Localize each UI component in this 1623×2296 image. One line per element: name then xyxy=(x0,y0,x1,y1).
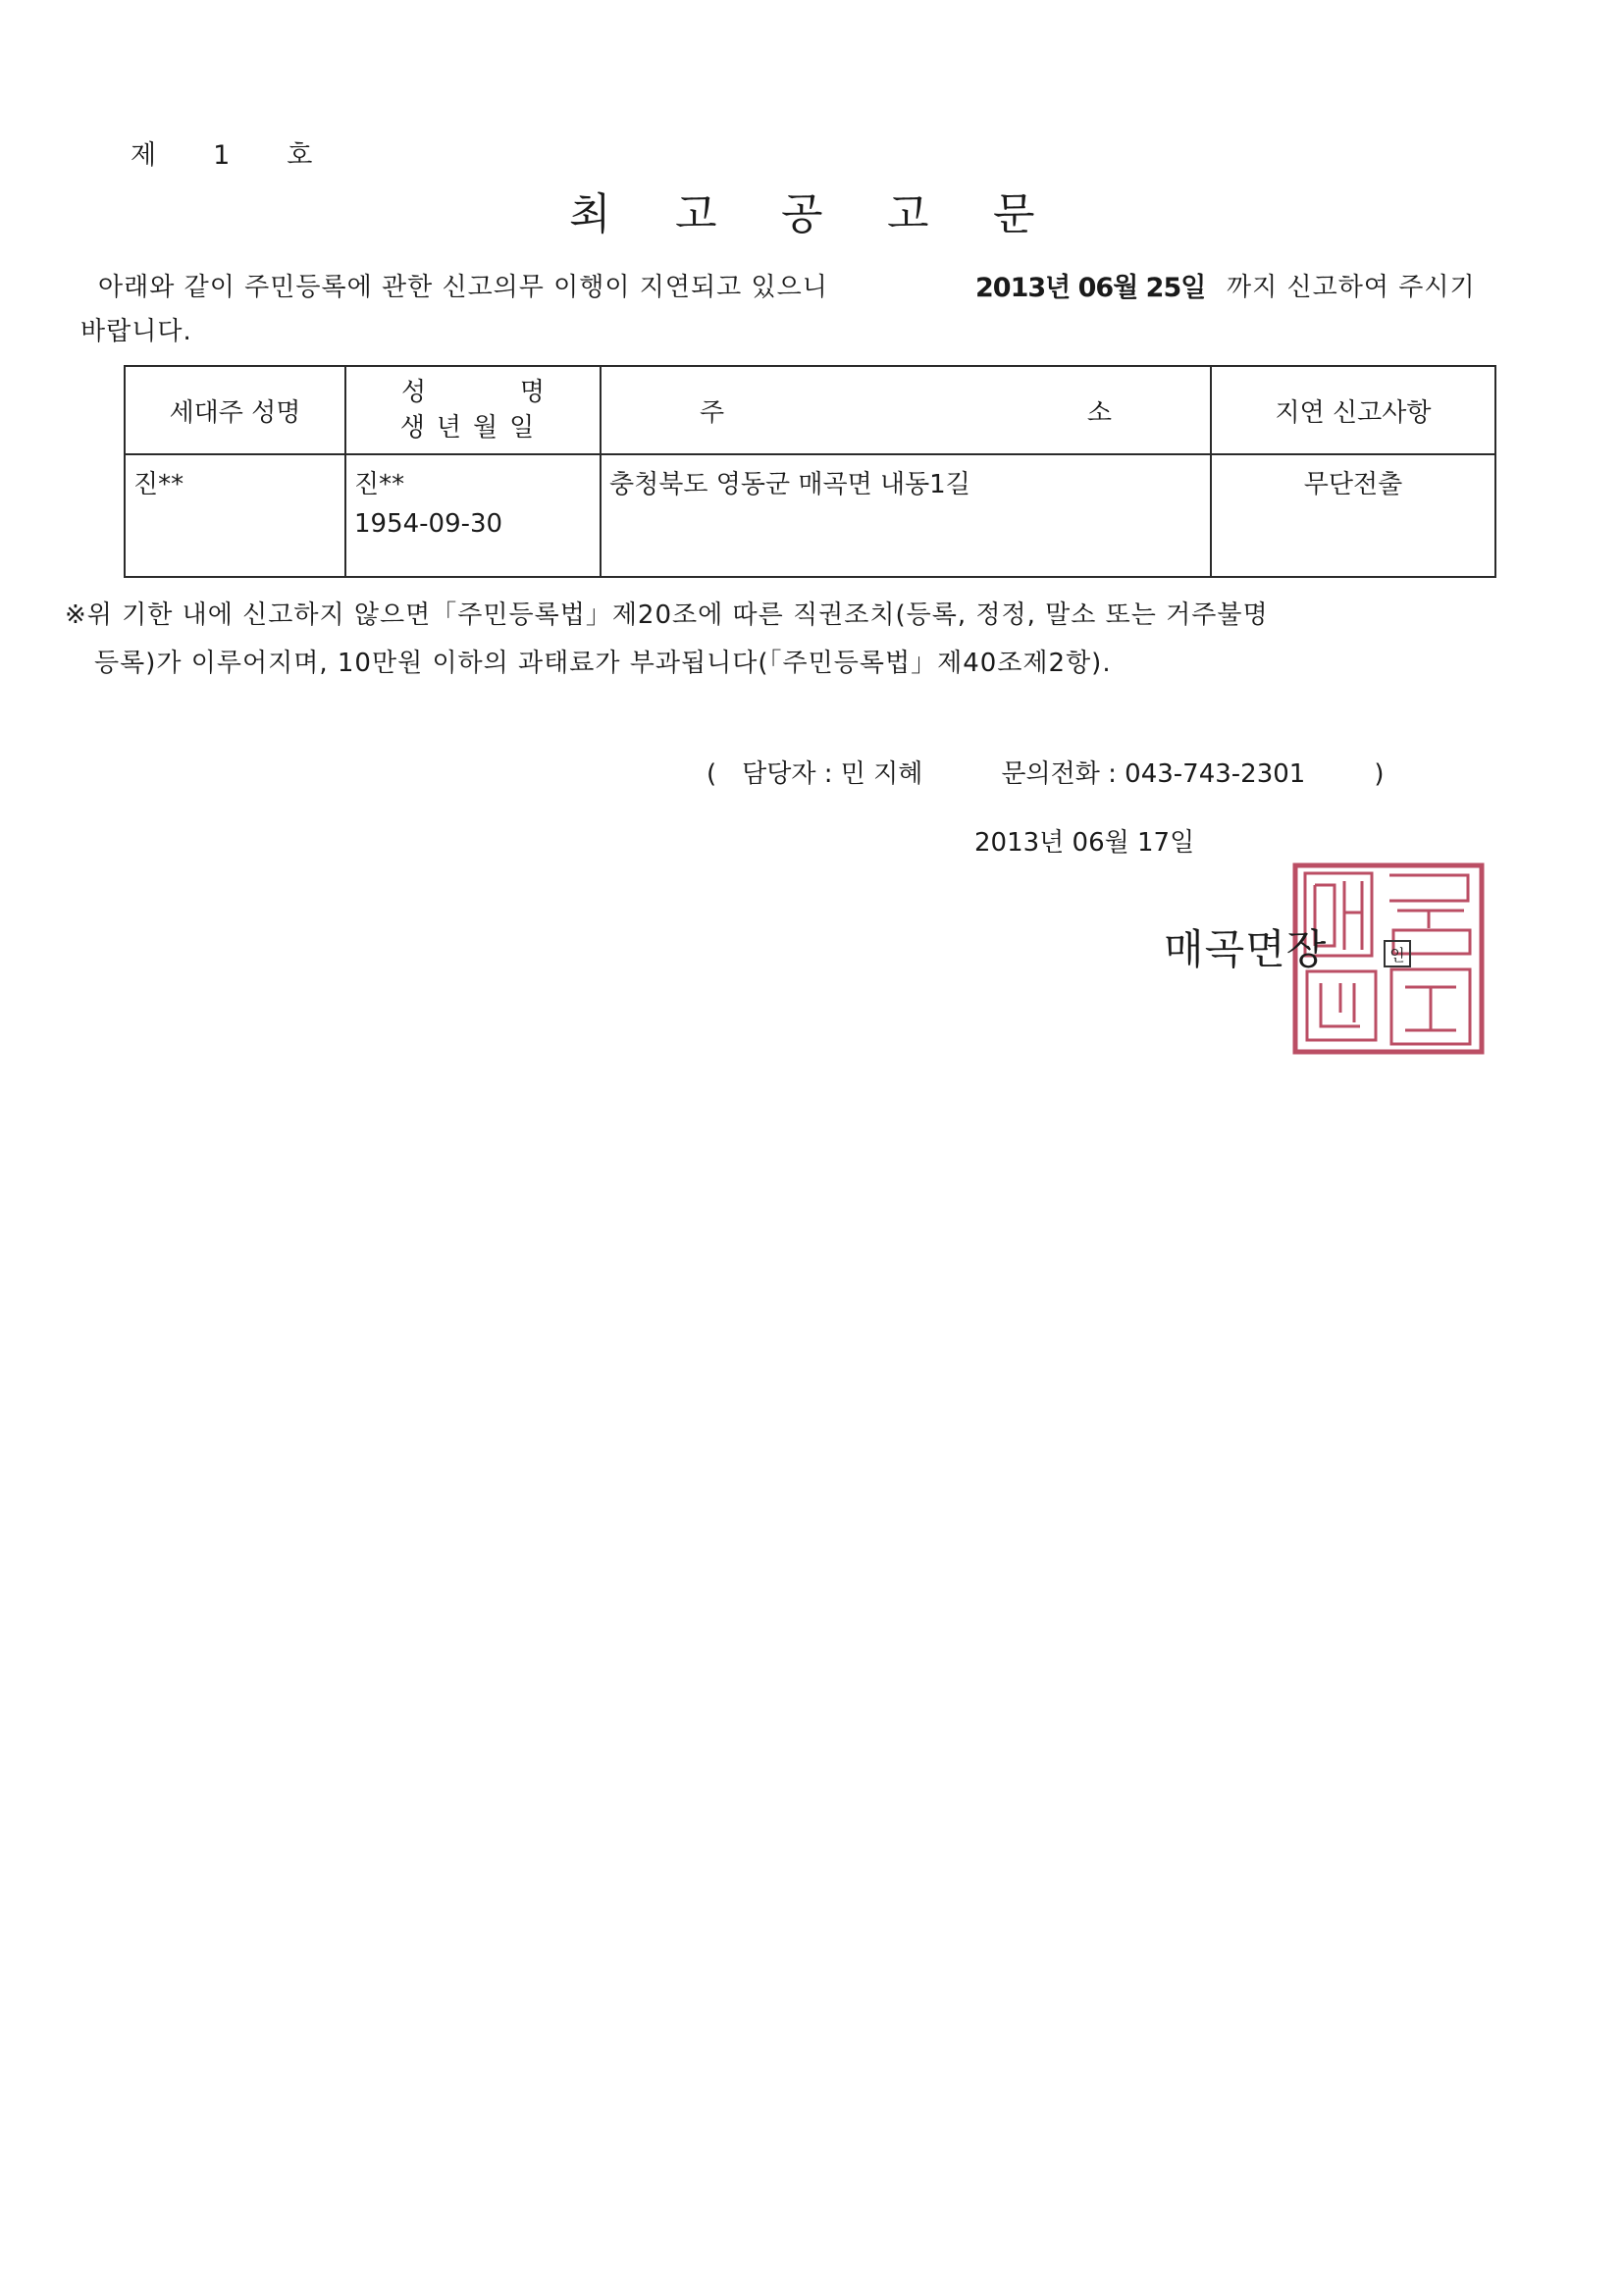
document-number-prefix: 제 xyxy=(131,140,157,171)
intro-line-2: 바랍니다. xyxy=(80,317,192,346)
title-char: 문 xyxy=(993,189,1035,239)
document-number xyxy=(131,133,312,172)
issuer-name: 매곡면장 xyxy=(1164,925,1328,973)
note-line-2: 등록)가 이루어지며, 10만원 이하의 과태료가 부과됩니다(「주민등록법」제40조제2항). xyxy=(94,649,1112,678)
notice-table xyxy=(124,365,1496,578)
deadline-date: 2013년 06월 25일 xyxy=(975,273,1206,303)
seal-mark: 인 xyxy=(1384,940,1411,967)
cell-householder: 진** xyxy=(125,454,345,577)
contact-close-paren: ) xyxy=(1374,759,1385,789)
header-address xyxy=(601,366,1211,454)
header-name-a: 성 xyxy=(401,378,427,407)
note-line-1: ※위 기한 내에 신고하지 않으면「주민등록법」제20조에 따른 직권조치(등록, 정정, 말소 또는 거주불명 xyxy=(65,600,1269,630)
header-birth: 생년월일 xyxy=(399,413,547,443)
cell-name-birth xyxy=(345,454,601,577)
header-name-birth xyxy=(345,366,601,454)
table-row xyxy=(125,454,1495,577)
title-char: 공 xyxy=(781,189,823,239)
contact-phone: 문의전화 : 043-743-2301 xyxy=(1001,759,1306,789)
contact-open-paren: ( xyxy=(707,759,717,789)
header-name-b: 명 xyxy=(519,378,545,407)
header-addr-b: 소 xyxy=(1086,397,1112,428)
header-report: 지연 신고사항 xyxy=(1211,366,1495,454)
document-number-value: 1 xyxy=(213,140,231,171)
title-char: 고 xyxy=(887,189,929,239)
issue-date: 2013년 06월 17일 xyxy=(974,828,1195,858)
header-householder: 세대주 성명 xyxy=(125,366,345,454)
intro-line-1: 아래와 같이 주민등록에 관한 신고의무 이행이 지연되고 있으니 xyxy=(98,273,828,302)
cell-birth: 1954-09-30 xyxy=(354,509,503,539)
header-addr-a: 주 xyxy=(700,397,725,428)
page-title xyxy=(569,179,1099,241)
document-number-suffix: 호 xyxy=(287,140,313,171)
cell-address: 충청북도 영동군 매곡면 내동1길 xyxy=(601,454,1211,577)
table-header-row xyxy=(125,366,1495,454)
contact-person: 담당자 : 민 지혜 xyxy=(742,759,923,789)
cell-report: 무단전출 xyxy=(1211,454,1495,577)
cell-name: 진** xyxy=(354,470,405,499)
contact-info xyxy=(707,754,1385,790)
title-char: 최 xyxy=(569,189,611,239)
intro-line-1-end: 까지 신고하여 주시기 xyxy=(1227,273,1476,302)
title-char: 고 xyxy=(675,189,717,239)
